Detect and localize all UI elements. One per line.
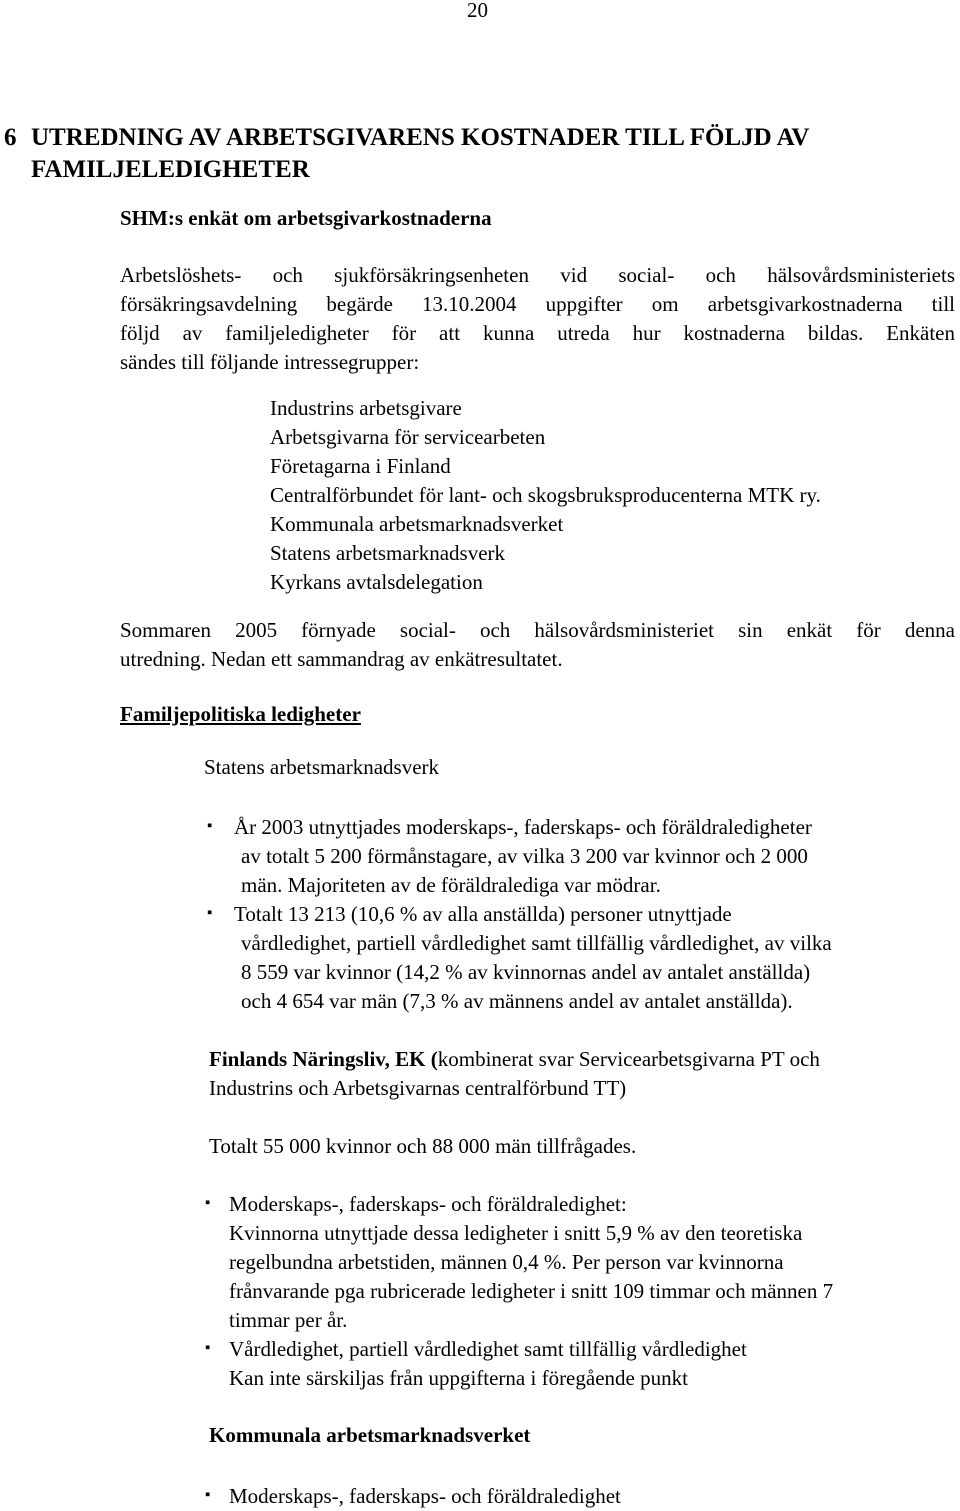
bullet-kommunala-1: Moderskaps-, faderskaps- och föräldraledighet bbox=[229, 1484, 621, 1508]
chapter-heading bbox=[4, 122, 904, 186]
bullet-statens-2 bbox=[234, 900, 832, 1016]
bullet-line: och 4 654 var män (7,3 % av männens andel av antalet anställda). bbox=[241, 989, 793, 1013]
bullet-line: Vårdledighet, partiell vårdledighet samt tillfällig vårdledighet bbox=[229, 1337, 747, 1361]
bullet-line: män. Majoriteten av de föräldralediga var mödrar. bbox=[241, 873, 661, 897]
bullet-line: Kvinnorna utnyttjade dessa ledigheter i snitt 5,9 % av den teoretiska bbox=[229, 1221, 803, 1245]
bullet-ek-1 bbox=[229, 1190, 833, 1335]
bullet-ek-2 bbox=[229, 1335, 747, 1393]
list-item: Företagarna i Finland bbox=[270, 454, 451, 478]
bullet-line: av totalt 5 200 förmånstagare, av vilka 3 200 var kvinnor och 2 000 bbox=[241, 844, 808, 868]
summer-paragraph bbox=[120, 616, 955, 674]
ek-heading-bold: Finlands Näringsliv, EK ( bbox=[209, 1047, 438, 1071]
list-item: Kommunala arbetsmarknadsverket bbox=[270, 512, 564, 536]
intro-line: sändes till följande intressegrupper: bbox=[120, 350, 420, 374]
chapter-title-line2: FAMILJELEDIGHETER bbox=[31, 156, 310, 183]
subheading-ek bbox=[209, 1045, 820, 1103]
bullet-icon: ▪ bbox=[205, 1340, 211, 1356]
bullet-statens-1 bbox=[234, 813, 812, 900]
bullet-line: Totalt 13 213 (10,6 % av alla anställda) personer utnyttjade bbox=[234, 902, 732, 926]
bullet-icon: ▪ bbox=[207, 905, 213, 921]
bullet-line: vårdledighet, partiell vårdledighet samt tillfällig vårdledighet, av vilka bbox=[241, 931, 832, 955]
bullet-line: Kan inte särskiljas från uppgifterna i föregående punkt bbox=[229, 1366, 688, 1390]
list-item: Centralförbundet för lant- och skogsbruksproducenterna MTK ry. bbox=[270, 483, 821, 507]
bullet-line: timmar per år. bbox=[229, 1308, 348, 1332]
chapter-number: 6 bbox=[4, 124, 17, 151]
bullet-line: frånvarande pga rubricerade ledigheter i snitt 109 timmar och männen 7 bbox=[229, 1279, 834, 1303]
list-item: Industrins arbetsgivare bbox=[270, 396, 462, 420]
summer-line: utredning. Nedan ett sammandrag av enkätresultatet. bbox=[120, 647, 563, 671]
interest-groups-list bbox=[270, 394, 821, 597]
section-heading-shm: SHM:s enkät om arbetsgivarkostnaderna bbox=[120, 206, 492, 230]
bullet-icon: ▪ bbox=[205, 1487, 211, 1503]
summer-line: Sommaren 2005 förnyade social- och hälsovårdsministeriet sin enkät för denna bbox=[120, 618, 955, 642]
bullet-icon: ▪ bbox=[207, 818, 213, 834]
chapter-title-line1: UTREDNING AV ARBETSGIVARENS KOSTNADER TILL FÖLJD AV bbox=[31, 124, 810, 151]
intro-paragraph bbox=[120, 261, 955, 377]
bullet-line: 8 559 var kvinnor (14,2 % av kvinnornas andel av antalet anställda) bbox=[241, 960, 811, 984]
ek-total: Totalt 55 000 kvinnor och 88 000 män tillfrågades. bbox=[209, 1134, 637, 1158]
subheading-statens: Statens arbetsmarknadsverk bbox=[204, 755, 440, 779]
list-item: Kyrkans avtalsdelegation bbox=[270, 570, 483, 594]
ek-heading-line2: Industrins och Arbetsgivarnas centralförbund TT) bbox=[209, 1076, 627, 1100]
list-item: Statens arbetsmarknadsverk bbox=[270, 541, 506, 565]
list-item: Arbetsgivarna för servicearbeten bbox=[270, 425, 546, 449]
ek-heading-rest: kombinerat svar Servicearbetsgivarna PT och bbox=[437, 1047, 820, 1071]
subheading-kommunala: Kommunala arbetsmarknadsverket bbox=[209, 1423, 531, 1447]
bullet-icon: ▪ bbox=[205, 1195, 211, 1211]
intro-line: Arbetslöshets- och sjukförsäkringsenheten vid social- och hälsovårdsministeriets bbox=[120, 263, 955, 287]
bullet-line: regelbundna arbetstiden, männen 0,4 %. Per person var kvinnorna bbox=[229, 1250, 784, 1274]
intro-line: försäkringsavdelning begärde 13.10.2004 uppgifter om arbetsgivarkostnaderna till bbox=[120, 292, 955, 316]
intro-line: följd av familjeledigheter för att kunna utreda hur kostnaderna bildas. Enkäten bbox=[120, 321, 955, 345]
section-heading-family-leave: Familjepolitiska ledigheter bbox=[120, 702, 361, 726]
bullet-line: År 2003 utnyttjades moderskaps-, faderskaps- och föräldraledigheter bbox=[234, 815, 812, 839]
page-number: 20 bbox=[467, 0, 488, 22]
bullet-line: Moderskaps-, faderskaps- och föräldraledighet: bbox=[229, 1192, 627, 1216]
